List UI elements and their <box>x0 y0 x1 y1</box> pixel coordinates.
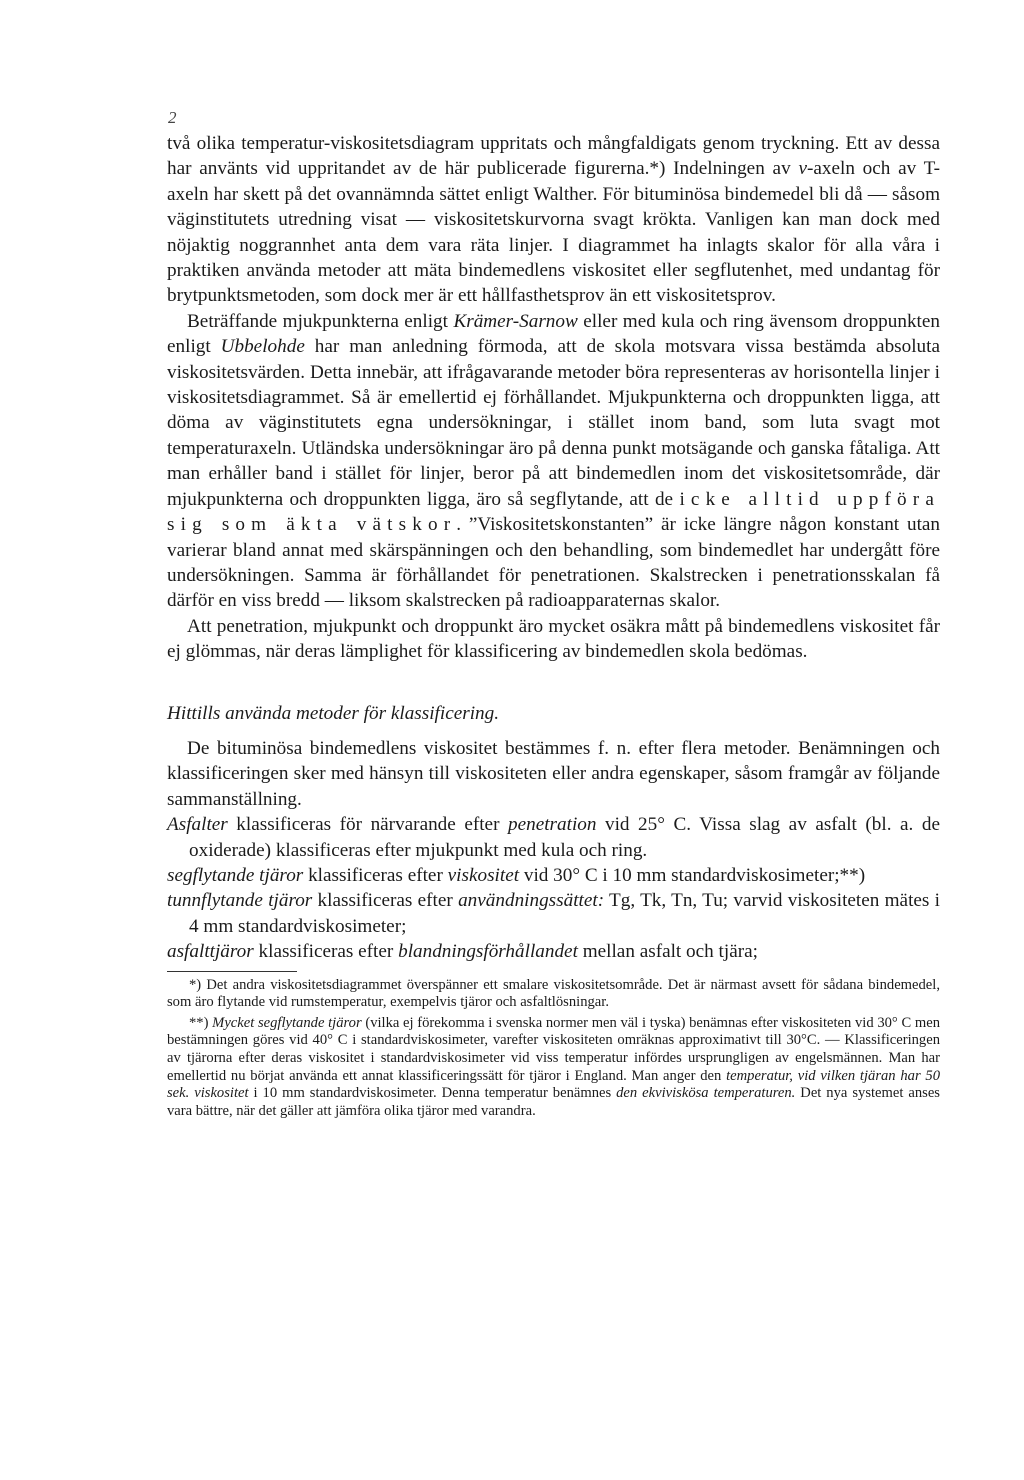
italic-text: Ubbelohde <box>220 336 305 358</box>
classification-list <box>167 812 940 964</box>
footnotes <box>167 977 940 1121</box>
intro-text <box>167 736 940 812</box>
italic-text: temperatur, vid vilken tjäran har 50 sek. viskositet <box>167 1067 940 1102</box>
italic-text: Mycket segflytande tjäror <box>212 1014 362 1031</box>
italic-text: blandningsförhållandet <box>398 941 578 963</box>
paragraph-p3 <box>167 614 940 665</box>
italic-text: användningssättet: <box>458 890 605 912</box>
section-heading: Hittills använda metoder för klassificering. <box>167 702 500 724</box>
text-run: **) <box>189 1014 213 1031</box>
italic-text: Asfalter <box>167 814 228 836</box>
list-item <box>167 863 940 888</box>
footnote <box>167 1015 940 1121</box>
list-item <box>167 888 940 939</box>
footnote <box>167 977 940 1012</box>
body-paragraphs <box>167 131 940 665</box>
paragraph-p1 <box>167 131 940 309</box>
text-run: klassificeras efter <box>253 941 399 963</box>
text-run: vid 30° C i 10 mm standardviskosimeter;**) <box>519 864 866 886</box>
text-run: i 10 mm standardviskosimeter. Denna temperatur benämnes <box>248 1085 617 1102</box>
italic-text: tunnflytande tjäror <box>167 890 313 912</box>
italic-text: segflytande tjäror <box>167 864 304 886</box>
paragraph-p2 <box>167 309 940 614</box>
text-run: klassificeras efter <box>303 864 448 886</box>
text-run: . ”Viskositetskonstanten” är icke längre någon konstant utan varierar bland annat med skärspänningen och den behandling, som bindemedlet har undergått före undersökningen. Samma är förhållandet för penetrationen. Skalstrecken i penetrationsskalan få därför en viss bredd — liksom skalstrecken på radioapparaternas skalor. <box>167 514 941 612</box>
text-run: klassificeras efter <box>312 890 459 912</box>
text-run: eller med kula och ring ävensom droppunkten enligt <box>167 310 940 358</box>
text-run: Att penetration, mjukpunkt och droppunkt äro mycket osäkra mått på bindemedlens viskositet får ej glömmas, när deras lämplighet för klassificering av bindemedlen skola bedömas. <box>167 615 940 663</box>
italic-text: penetration <box>508 814 597 836</box>
text-run: Det nya systemet anses vara bättre, när det gäller att jämföra olika tjäror med varandra. <box>167 1085 940 1119</box>
list-item <box>167 812 940 863</box>
page-number: 2 <box>168 108 177 127</box>
italic-text: asfalttjäror <box>167 941 254 963</box>
main-text <box>167 131 940 1123</box>
intro-paragraph <box>167 736 940 812</box>
text-run: två olika temperatur-viskositetsdiagram uppritats och mångfaldigats genom tryckning. Ett av dessa har använts vid uppritandet av de här publicerade figurerna.*) Indelningen av <box>167 133 940 180</box>
italic-text: v <box>798 158 807 180</box>
text-run: De bituminösa bindemedlens viskositet bestämmes f. n. efter flera metoder. Benämningen och klassificeringen sker med hänsyn till viskositeten eller andra egenskaper, såsom framgår av följande sammanställning. <box>167 737 940 810</box>
text-run: mellan asfalt och tjära; <box>577 941 758 963</box>
text-run: vid 25° C. Vissa slag av asfalt (bl. a. de oxiderade) klassificeras efter mjukpunkt med kula och ring. <box>189 814 940 861</box>
footnote-rule <box>167 971 297 972</box>
text-run: -axeln och av T-axeln har skett på det ovannämnda sättet enligt Walther. För bituminösa bindemedel bli då — såsom väginstitutets utredning visat — viskositetskurvorna svagt krökta. Vanligen kan man dock med nöjaktig noggrannhet anta dem vara räta linjer. I diagrammet ha inlagts skalor för alla våra i praktiken använda metoder att mäta bindemedlens viskositet eller segflutenhet, med undantag för brytpunktsmetoden, som dock mer är ett hållfasthetsprov än ett viskositetsprov. <box>167 158 941 307</box>
text-run: (vilka ej förekomma i svenska normer men väl i tyska) benämnas efter viskositeten vid 30° C men bestämningen göres vid 40° C i standardviskosimeter, varefter viskositeten omräknas approximativt till 30°C. — Klassificeringen av tjärorna efter deras viskositet i standardviskosimeter vid viss temperatur infördes ursprungligen av engelsmännen. Man har emellertid nu börjat använda ett annat klassificeringssätt för tjäror i England. Man anger den <box>167 1014 940 1084</box>
text-run: *) Det andra viskositetsdiagrammet överspänner ett smalare viskositetsområde. Det är närmast avsett för sådana bindemedel, som äro flytande vid rumstemperatur, exempelvis tjäror och asfaltlösningar. <box>167 976 940 1011</box>
text-run: klassificeras för närvarande efter <box>227 814 508 836</box>
italic-text: den ekviviskösa temperaturen. <box>616 1085 796 1102</box>
list-item <box>167 939 940 964</box>
text-run: Tg, Tk, Tn, Tu; varvid viskositeten mätes i 4 mm standardviskosimeter; <box>189 890 940 937</box>
spaced-emphasis-text: icke alltid uppföra sig som äkta vätskor <box>167 488 940 536</box>
italic-text: viskositet <box>447 864 520 886</box>
text-run: har man anledning förmoda, att de skola motsvara vissa bestämda absoluta viskositetsvärden. Detta innebär, att ifrågavarande metoder böra representeras av horisontella linjer i viskositetsdiagrammet. Så är emellertid ej förhållandet. Mjukpunkterna och droppunkten ligga, att döma av väginstitutets egna undersökningar, i stället inom band, som luta svagt mot temperaturaxeln. Utländska undersökningar äro på denna punkt motsägande och ganska fåtaliga. Att man erhåller band i stället för linjer, beror på att bindemedlen inom det viskositetsområde, där mjukpunkterna och droppunkten ligga, äro så segflytande, att de <box>167 336 940 510</box>
italic-text: Krämer-Sarnow <box>453 310 578 332</box>
text-run: Beträffande mjukpunkterna enligt <box>187 310 454 332</box>
